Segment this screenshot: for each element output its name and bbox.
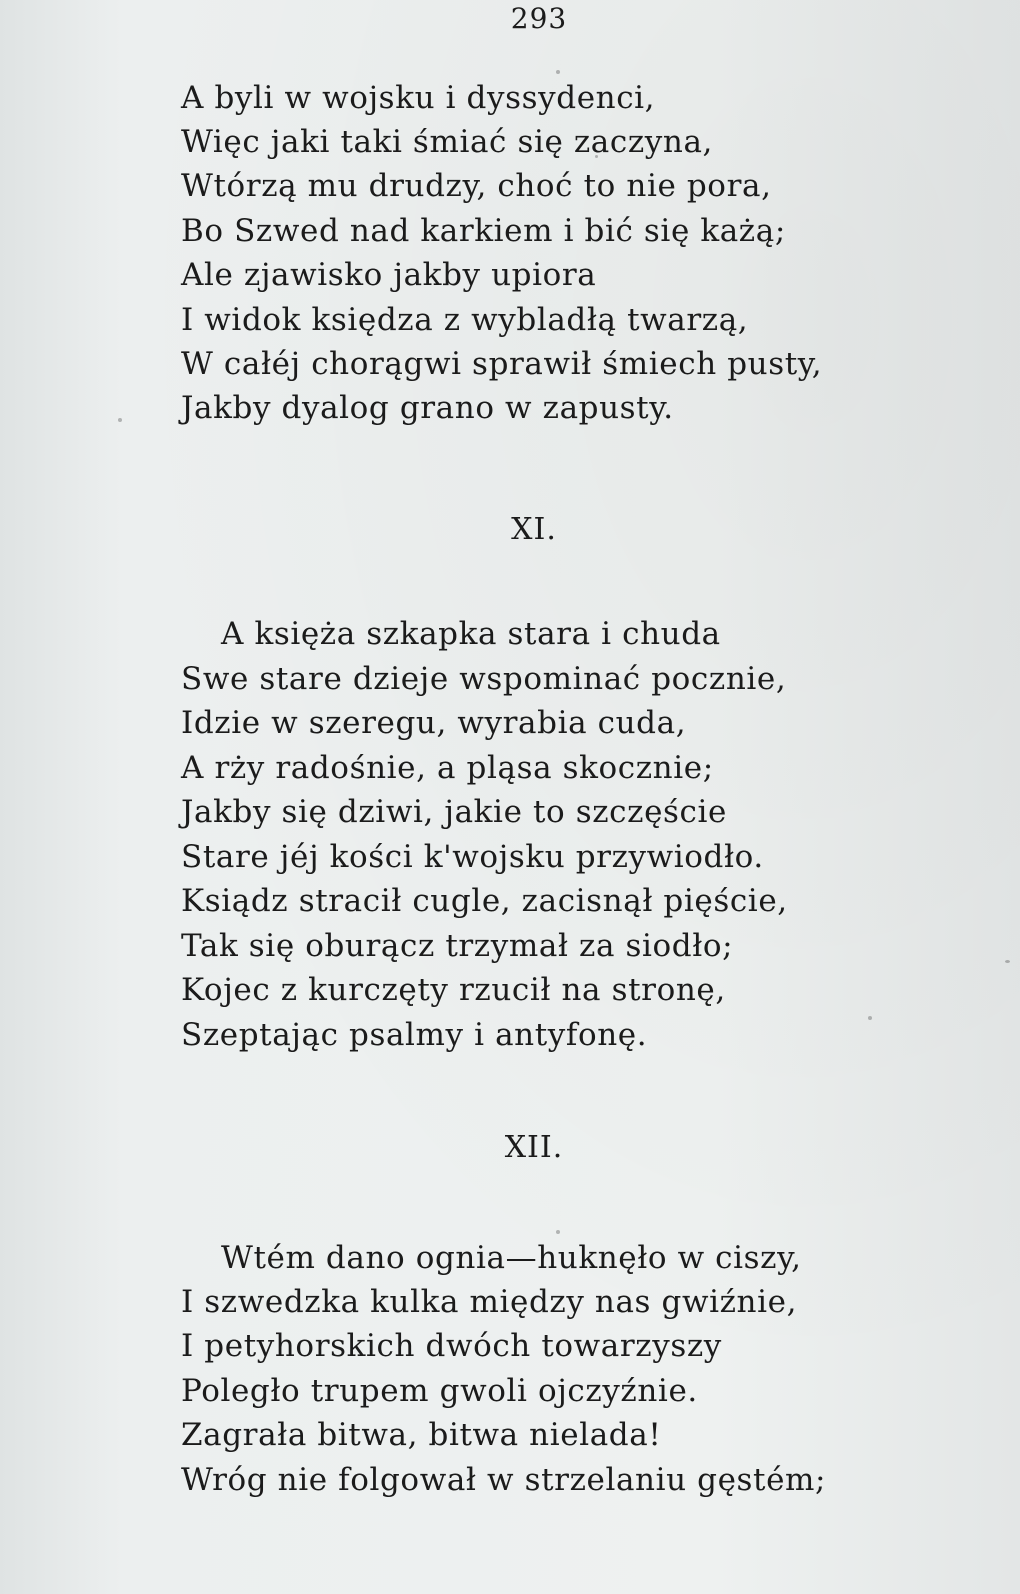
ink-speck [868, 1016, 872, 1020]
verse-line: W całéj chorągwi sprawił śmiech pusty, [181, 346, 823, 382]
verse-line: Szeptając psalmy i antyfonę. [181, 1017, 648, 1053]
verse-line: Więc jaki taki śmiać się zaczyna, [181, 124, 713, 160]
verse-line: Swe stare dzieje wspominać pocznie, [181, 661, 787, 697]
verse-line: Wróg nie folgował w strzelaniu gęstém; [181, 1462, 827, 1498]
verse-line: Stare jéj kości k'wojsku przywiodło. [181, 839, 764, 875]
page-number: 293 [510, 2, 568, 35]
ink-speck [556, 70, 560, 74]
verse-line: Idzie w szeregu, wyrabia cuda, [181, 705, 687, 741]
ink-speck [595, 155, 598, 158]
verse-line: I petyhorskich dwóch towarzyszy [181, 1328, 722, 1364]
verse-line: Ksiądz stracił cugle, zacisnął pięście, [181, 883, 788, 919]
verse-line: Jakby się dziwi, jakie to szczęście [181, 794, 727, 830]
section-heading-xii: XII. [504, 1130, 564, 1165]
verse-line: A rży radośnie, a pląsa skocznie; [181, 750, 714, 786]
verse-line: Wtém dano ognia—huknęło w ciszy, [221, 1240, 802, 1276]
verse-line: Kojec z kurczęty rzucił na stronę, [181, 972, 726, 1008]
ink-speck [556, 1230, 560, 1234]
ink-speck [118, 418, 122, 422]
verse-line: Tak się oburącz trzymał za siodło; [181, 928, 734, 964]
verse-line: I szwedzka kulka między nas gwiźnie, [181, 1284, 798, 1320]
verse-line: Wtórzą mu drudzy, choć to nie pora, [181, 168, 772, 204]
verse-line: Ale zjawisko jakby upiora [181, 257, 597, 293]
verse-line: Bo Szwed nad karkiem i bić się każą; [181, 213, 786, 249]
verse-line: Zagrała bitwa, bitwa nielada! [181, 1417, 662, 1453]
section-heading-xi: XI. [511, 512, 557, 547]
verse-line: Poległo trupem gwoli ojczyźnie. [181, 1373, 698, 1409]
ink-speck [1005, 960, 1010, 963]
verse-line: Jakby dyalog grano w zapusty. [181, 390, 674, 426]
verse-line: A byli w wojsku i dyssydenci, [181, 80, 656, 116]
verse-line: A księża szkapka stara i chuda [221, 616, 721, 652]
verse-line: I widok księdza z wybladłą twarzą, [181, 302, 749, 338]
